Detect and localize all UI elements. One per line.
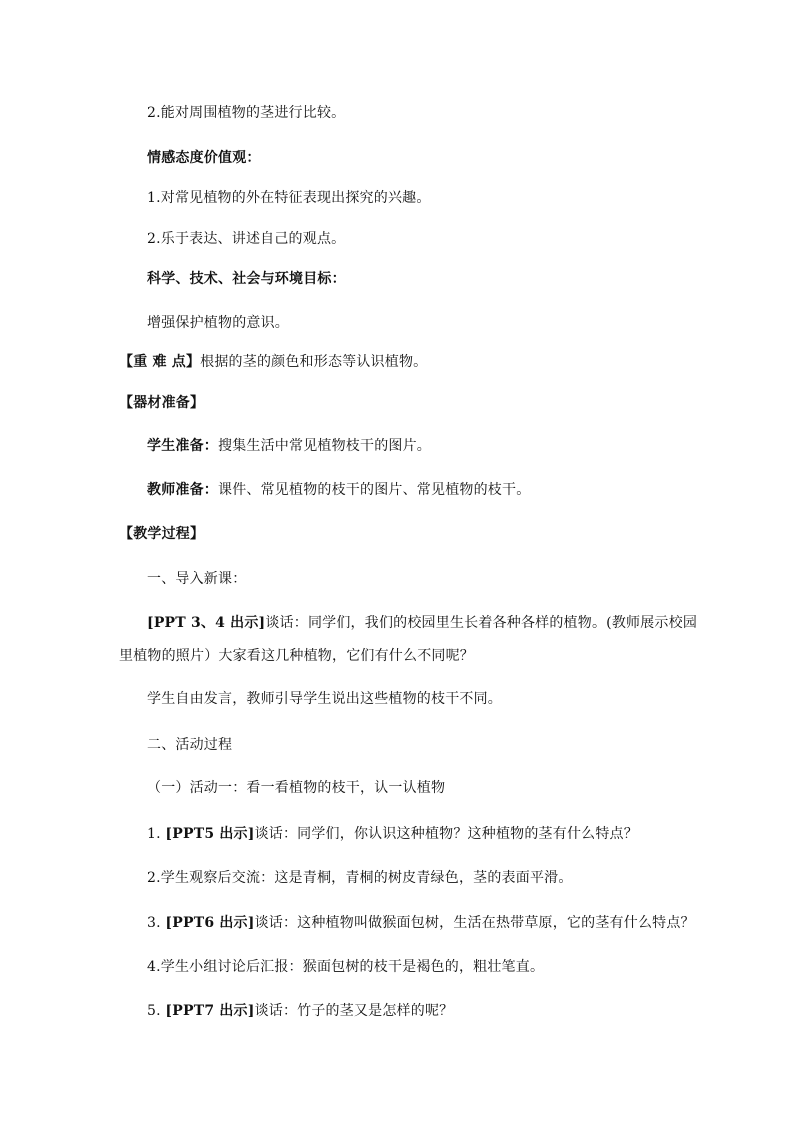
step-1-text: 谈话：同学们，你认识这种植物？这种植物的茎有什么特点？: [254, 826, 638, 842]
key-points-line: [119, 353, 427, 371]
step-2-line: 2.学生观察后交流：这是青桐，青桐的树皮青绿色，茎的表面平滑。: [147, 870, 573, 886]
attitude-line-1: 1.对常见植物的外在特征表现出探究的兴趣。: [147, 190, 431, 206]
student-response-line: 学生自由发言，教师引导学生说出这些植物的枝干不同。: [147, 691, 502, 707]
step-4-line: 4.学生小组讨论后汇报：猴面包树的枝干是褐色的，粗壮笔直。: [147, 959, 545, 975]
teacher-prep-label: 教师准备：: [147, 482, 218, 498]
step-1-line: [147, 825, 638, 843]
student-prep-text: 搜集生活中常见植物枝干的图片。: [218, 438, 431, 454]
intro-heading: 一、导入新课：: [147, 571, 247, 587]
key-points-label: 【重 难 点】: [119, 354, 201, 370]
ppt-tag: [PPT5 出示]: [165, 826, 255, 842]
key-points-text: 根据的茎的颜色和形态等认识植物。: [200, 354, 428, 370]
intro-paragraph-line-1: [147, 614, 697, 632]
step-3-line: [147, 914, 695, 932]
section-heading-attitude: 情感态度价值观：: [147, 150, 261, 166]
materials-heading: 【器材准备】: [119, 395, 205, 411]
activity-one-heading: （一）活动一：看一看植物的枝干，认一认植物: [147, 780, 446, 796]
section-heading-sts: 科学、技术、社会与环境目标：: [147, 271, 346, 287]
teacher-prep-line: [147, 481, 530, 499]
sts-line: 增强保护植物的意识。: [147, 315, 289, 331]
activity-process-heading: 二、活动过程: [147, 737, 233, 753]
step-5-text: 谈话：竹子的茎又是怎样的呢？: [254, 1003, 454, 1019]
student-prep-label: 学生准备：: [147, 438, 218, 454]
step-5-line: [147, 1002, 453, 1020]
step-5-number: 5.: [147, 1003, 166, 1019]
step-3-number: 3.: [147, 915, 166, 931]
student-prep-line: [147, 437, 431, 455]
attitude-line-2: 2.乐于表达、讲述自己的观点。: [147, 231, 346, 247]
objective-line-2: 2.能对周围植物的茎进行比较。: [147, 105, 346, 121]
intro-paragraph-text: 谈话：同学们，我们的校园里生长着各种各样的植物。(教师展示校园: [265, 615, 698, 631]
teacher-prep-text: 课件、常见植物的枝干的图片、常见植物的枝干。: [218, 482, 531, 498]
intro-paragraph-line-2: 里植物的照片）大家看这几种植物，它们有什么不同呢？: [119, 648, 474, 664]
ppt-tag: [PPT6 出示]: [165, 915, 255, 931]
step-3-text: 谈话：这种植物叫做猴面包树，生活在热带草原，它的茎有什么特点？: [254, 915, 695, 931]
step-1-number: 1.: [147, 826, 166, 842]
ppt-tag: [PPT 3、4 出示]: [147, 615, 266, 631]
process-heading: 【教学过程】: [119, 526, 205, 542]
ppt-tag: [PPT7 出示]: [165, 1003, 255, 1019]
